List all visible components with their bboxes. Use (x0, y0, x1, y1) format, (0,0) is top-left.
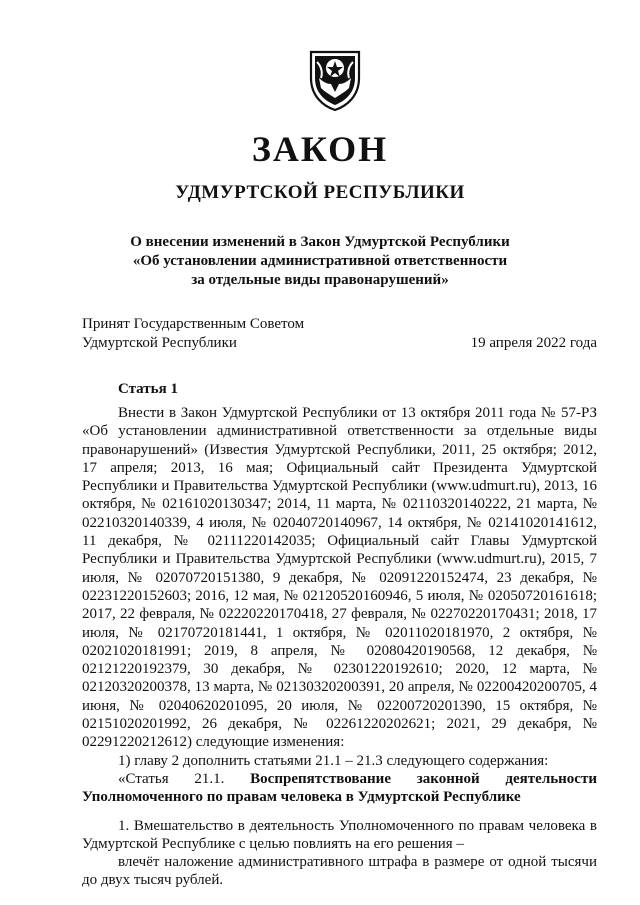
paragraph-clause-1: 1. Вмешательство в деятельность Уполномоченного по правам человека в Удмуртской Республике с целью повлиять на его решения – (82, 817, 597, 852)
law-heading-line-1: О внесении изменений в Закон Удмуртской Республики (130, 234, 510, 250)
law-heading-line-3: за отдельные виды правонарушений» (191, 272, 449, 288)
document-title: ЗАКОН (251, 129, 389, 169)
article-21-1-prefix: «Статья 21.1. (118, 770, 251, 787)
law-heading-line-2: «Об установлении административной ответственности (132, 253, 508, 269)
adoption-line-1: Принят Государственным Советом (82, 316, 305, 332)
adoption-statement (82, 315, 304, 353)
article-heading: Статья 1 (118, 381, 178, 397)
law-heading (0, 233, 640, 290)
adoption-date: 19 апреля 2022 года (470, 335, 597, 351)
coat-of-arms-icon (307, 48, 363, 112)
document-subtitle: УДМУРТСКОЙ РЕСПУБЛИКИ (175, 182, 465, 203)
adoption-line-2: Удмуртской Республики (82, 335, 237, 351)
paragraph-article-21-1-title (82, 770, 597, 807)
paragraph-penalty: влечёт наложение административного штрафа в размере от одной тысячи до двух тысяч рублей. (82, 854, 597, 889)
article-body (82, 404, 597, 890)
article-21-1-name: Воспрепятствование законной деятельности Уполномоченного по правам человека в Удмуртской Республике (82, 770, 597, 806)
paragraph-amendment-intro: Внести в Закон Удмуртской Республики от 13 октября 2011 года № 57-РЗ «Об установлении административной ответственности за отдельные виды правонарушений» (Известия Удмуртской Республики, 2011, 25 октября; 2012, 17 апреля; 2013, 16 мая; Официальный сайт Президента Удмуртской Республики и Правительства Удмуртской Республики (www.udmurt.ru), 2013, 16 октября, № 02161020130347; 2014, 11 марта, № 02110320140222, 21 марта, № 02210320140339, 4 июля, № 02040720140967, 14 октября, № 02141020141612, 11 декабря, № 02111220142035; Официальный сайт Главы Удмуртской Республики и Правительства Удмуртской Республики (www.udmurt.ru), 2015, 7 июля, № 02070720151380, 9 декабря, № 02091220152474, 23 декабря, № 02231220152603; 2016, 12 мая, № 02120520160946, 5 июля, № 02050720161618; 2017, 22 февраля, № 02220220170418, 27 февраля, № 02270220170431; 2018, 17 июля, № 02170720181441, 1 октября, № 02011020181970, 2 октября, № 02021020181991; 2019, 8 апреля, № 02080420190568, 12 декабря, № 02121220192379, 30 декабря, № 02301220192610; 2020, 12 марта, № 02120320200378, 13 марта, № 02130320200391, 20 апреля, № 02200420200705, 4 июня, № 02040620201095, 20 июля, № 02200720201390, 15 октября, № 02151020201992, 26 декабря, № 02261220202621; 2021, 29 декабря, № 02291220212612) следующие изменения: (82, 405, 597, 751)
paragraph-chapter-addition: 1) главу 2 дополнить статьями 21.1 – 21.3 следующего содержания: (118, 752, 549, 769)
